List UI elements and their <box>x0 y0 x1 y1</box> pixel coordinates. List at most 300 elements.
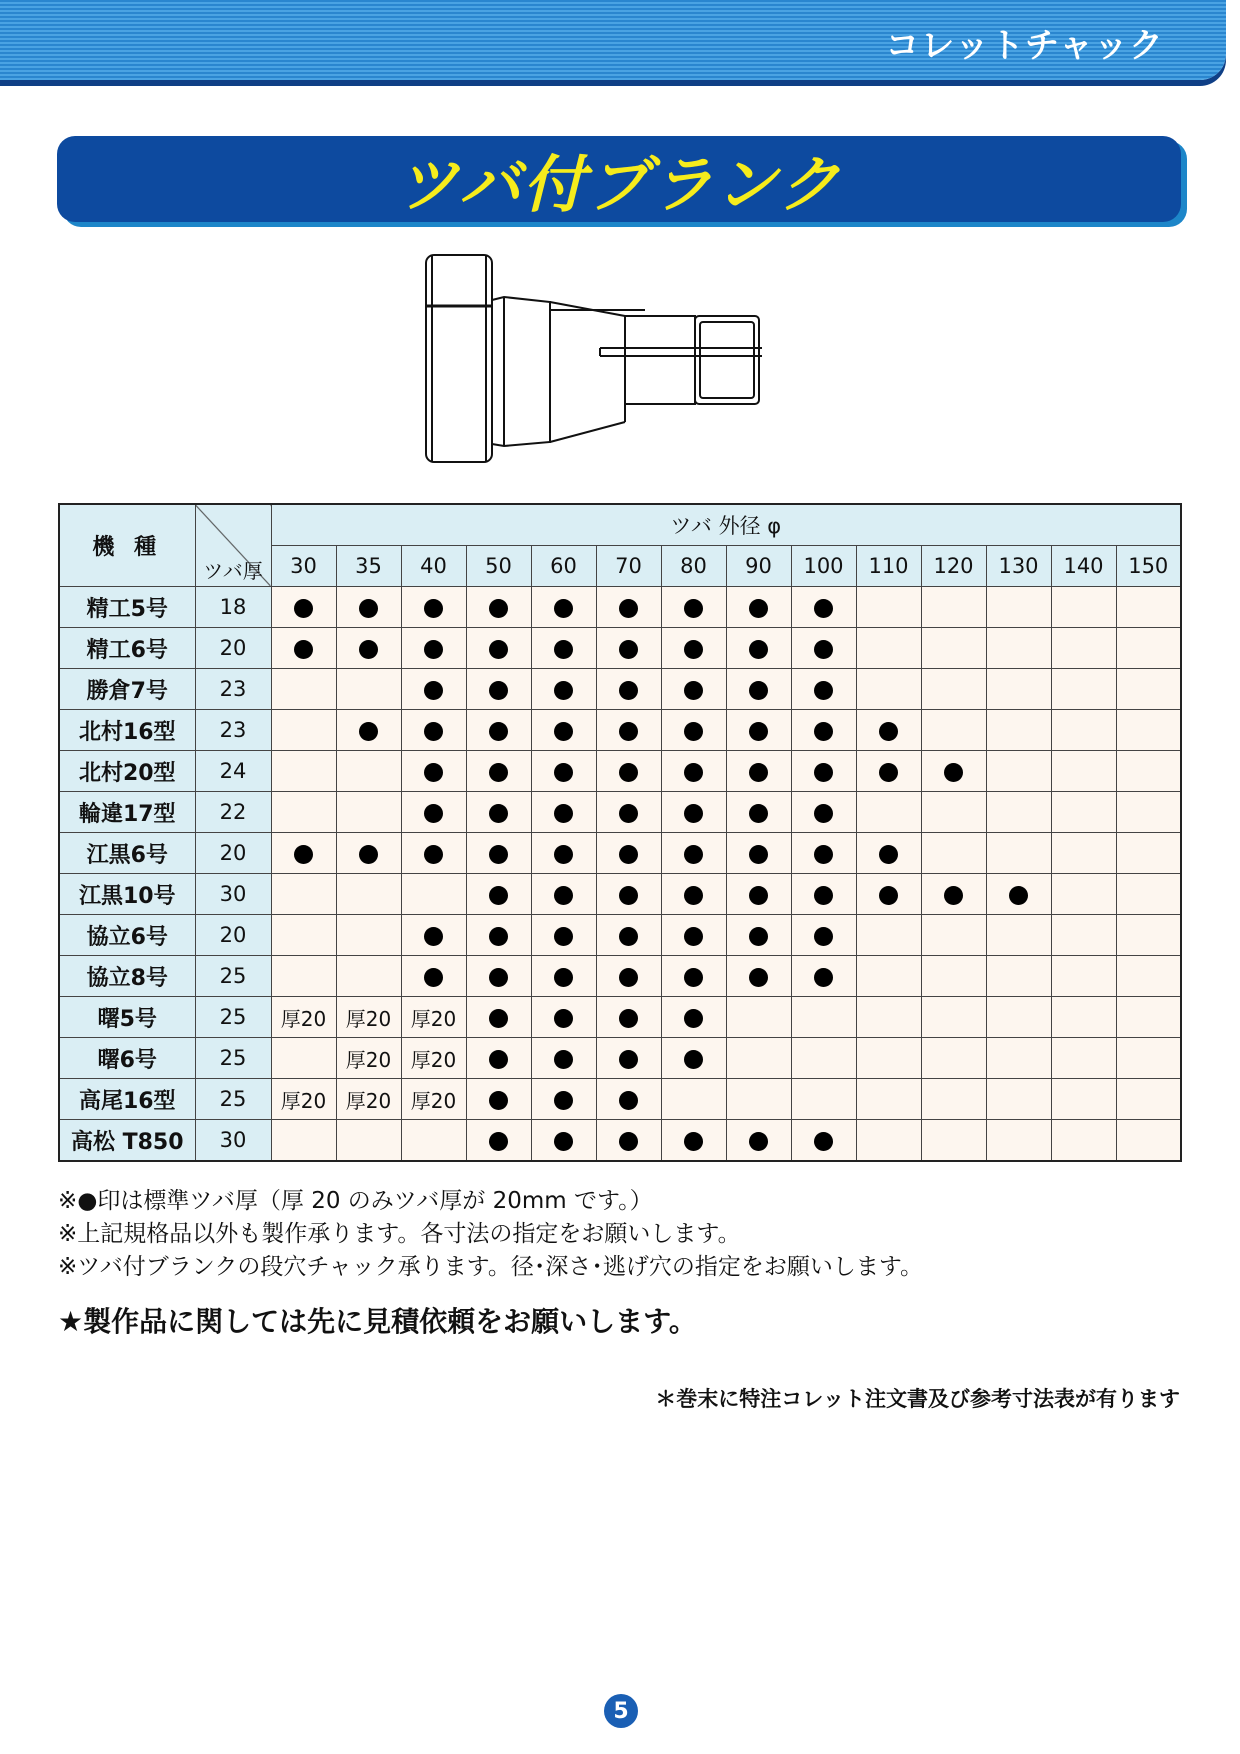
note-stepped-hole: ※ツバ付ブランクの段穴チャック承ります。径･深さ･逃げ穴の指定をお願いします。 <box>58 1254 923 1280</box>
available-dot-icon <box>554 599 573 618</box>
diameter-header: 50 <box>466 546 531 587</box>
table-row <box>59 874 1181 915</box>
page-number: 5 <box>604 1694 638 1728</box>
available-dot-icon <box>684 640 703 659</box>
empty-cell <box>1116 751 1181 792</box>
empty-cell <box>1051 628 1116 669</box>
available-dot-icon <box>424 763 443 782</box>
flange-thickness: 22 <box>195 792 271 833</box>
available-dot-icon <box>619 804 638 823</box>
available-dot-icon <box>359 640 378 659</box>
available-dot-icon <box>749 968 768 987</box>
empty-cell <box>271 915 336 956</box>
available-dot-icon <box>424 599 443 618</box>
empty-cell <box>856 956 921 997</box>
availability-cell <box>401 628 466 669</box>
available-dot-icon <box>814 763 833 782</box>
availability-cell <box>661 874 726 915</box>
availability-cell <box>271 587 336 628</box>
available-dot-icon <box>424 722 443 741</box>
empty-cell <box>986 751 1051 792</box>
empty-cell <box>1051 710 1116 751</box>
empty-cell <box>336 915 401 956</box>
availability-cell <box>856 833 921 874</box>
diameter-header: 30 <box>271 546 336 587</box>
empty-cell <box>856 1079 921 1120</box>
available-dot-icon <box>619 968 638 987</box>
available-dot-icon <box>619 1050 638 1069</box>
available-dot-icon <box>489 640 508 659</box>
table-row <box>59 587 1181 628</box>
availability-cell <box>661 1038 726 1079</box>
available-dot-icon <box>489 1050 508 1069</box>
page-title: ツバ付ブランク <box>396 147 842 221</box>
appendix-note: ＊巻末に特注コレット注文書及び参考寸法表が有ります <box>655 1387 1180 1411</box>
availability-cell <box>466 628 531 669</box>
empty-cell <box>986 1120 1051 1162</box>
available-dot-icon <box>944 886 963 905</box>
model-name: 精工5号 <box>59 587 195 628</box>
availability-cell <box>596 751 661 792</box>
available-dot-icon <box>359 845 378 864</box>
available-dot-icon <box>619 927 638 946</box>
empty-cell <box>661 1079 726 1120</box>
availability-cell <box>466 669 531 710</box>
flange-thickness: 25 <box>195 956 271 997</box>
empty-cell <box>856 915 921 956</box>
available-dot-icon <box>749 927 768 946</box>
diameter-header: 110 <box>856 546 921 587</box>
availability-cell <box>856 874 921 915</box>
empty-cell <box>401 1120 466 1162</box>
table-row <box>59 915 1181 956</box>
availability-cell <box>401 1038 466 1079</box>
empty-cell <box>921 915 986 956</box>
thickness-note: 厚20 <box>345 1006 392 1031</box>
availability-cell <box>661 792 726 833</box>
empty-cell <box>921 956 986 997</box>
note-custom-order: ※上記規格品以外も製作承ります。各寸法の指定をお願いします。 <box>58 1221 741 1247</box>
availability-cell <box>401 833 466 874</box>
available-dot-icon <box>489 681 508 700</box>
available-dot-icon <box>489 845 508 864</box>
availability-cell <box>596 956 661 997</box>
available-dot-icon <box>684 886 703 905</box>
availability-cell <box>531 1120 596 1162</box>
empty-cell <box>401 874 466 915</box>
empty-cell <box>986 997 1051 1038</box>
blank-collet-drawing <box>420 250 860 470</box>
available-dot-icon <box>814 886 833 905</box>
model-name: 曙6号 <box>59 1038 195 1079</box>
table-row <box>59 1120 1181 1162</box>
empty-cell <box>986 1079 1051 1120</box>
available-dot-icon <box>619 1009 638 1028</box>
availability-cell <box>336 833 401 874</box>
thickness-note: 厚20 <box>410 1088 457 1113</box>
availability-cell <box>531 669 596 710</box>
table-row <box>59 710 1181 751</box>
empty-cell <box>921 669 986 710</box>
empty-cell <box>1116 915 1181 956</box>
empty-cell <box>1116 587 1181 628</box>
thickness-header: ツバ厚 <box>203 559 263 583</box>
available-dot-icon <box>554 722 573 741</box>
available-dot-icon <box>554 927 573 946</box>
model-name: 精工6号 <box>59 628 195 669</box>
availability-cell <box>466 751 531 792</box>
availability-cell <box>921 874 986 915</box>
empty-cell <box>271 1038 336 1079</box>
thickness-note: 厚20 <box>345 1047 392 1072</box>
availability-cell <box>791 915 856 956</box>
available-dot-icon <box>879 763 898 782</box>
availability-cell <box>791 874 856 915</box>
available-dot-icon <box>814 681 833 700</box>
empty-cell <box>1051 587 1116 628</box>
availability-cell <box>271 833 336 874</box>
model-name: 江黒6号 <box>59 833 195 874</box>
availability-cell <box>336 628 401 669</box>
empty-cell <box>1116 997 1181 1038</box>
model-name: 北村20型 <box>59 751 195 792</box>
empty-cell <box>1116 956 1181 997</box>
availability-cell <box>531 710 596 751</box>
model-name: 高尾16型 <box>59 1079 195 1120</box>
note-standard-thickness: ※●印は標準ツバ厚（厚 20 のみツバ厚が 20mm です。） <box>58 1188 653 1214</box>
model-name: 協立8号 <box>59 956 195 997</box>
available-dot-icon <box>684 681 703 700</box>
availability-cell <box>726 833 791 874</box>
title-bar <box>57 136 1181 222</box>
empty-cell <box>1051 792 1116 833</box>
availability-cell <box>921 751 986 792</box>
available-dot-icon <box>749 763 768 782</box>
thickness-note: 厚20 <box>410 1006 457 1031</box>
availability-cell <box>531 792 596 833</box>
availability-cell <box>401 710 466 751</box>
availability-cell <box>466 587 531 628</box>
availability-cell <box>531 1079 596 1120</box>
empty-cell <box>856 628 921 669</box>
availability-cell <box>271 997 336 1038</box>
available-dot-icon <box>814 1132 833 1151</box>
available-dot-icon <box>879 845 898 864</box>
availability-cell <box>726 1120 791 1162</box>
empty-cell <box>921 833 986 874</box>
table-row <box>59 956 1181 997</box>
available-dot-icon <box>489 1091 508 1110</box>
availability-cell <box>596 710 661 751</box>
estimate-request-note: ★製作品に関しては先に見積依頼をお願いします。 <box>58 1305 697 1338</box>
available-dot-icon <box>684 722 703 741</box>
availability-cell <box>661 997 726 1038</box>
spec-table <box>58 503 1182 1162</box>
empty-cell <box>986 956 1051 997</box>
availability-cell <box>596 833 661 874</box>
empty-cell <box>921 1079 986 1120</box>
available-dot-icon <box>619 1132 638 1151</box>
availability-cell <box>401 669 466 710</box>
empty-cell <box>1116 1120 1181 1162</box>
available-dot-icon <box>424 804 443 823</box>
empty-cell <box>271 956 336 997</box>
available-dot-icon <box>684 845 703 864</box>
available-dot-icon <box>359 722 378 741</box>
availability-cell <box>531 833 596 874</box>
empty-cell <box>1051 751 1116 792</box>
availability-cell <box>726 956 791 997</box>
availability-cell <box>596 997 661 1038</box>
availability-cell <box>661 1120 726 1162</box>
flange-thickness: 25 <box>195 1038 271 1079</box>
available-dot-icon <box>619 681 638 700</box>
empty-cell <box>1116 792 1181 833</box>
availability-cell <box>401 915 466 956</box>
available-dot-icon <box>489 763 508 782</box>
available-dot-icon <box>554 804 573 823</box>
flange-thickness: 30 <box>195 1120 271 1162</box>
empty-cell <box>986 587 1051 628</box>
available-dot-icon <box>814 968 833 987</box>
availability-cell <box>531 915 596 956</box>
available-dot-icon <box>749 886 768 905</box>
empty-cell <box>1051 997 1116 1038</box>
empty-cell <box>986 1038 1051 1079</box>
table-row <box>59 1079 1181 1120</box>
empty-cell <box>271 710 336 751</box>
empty-cell <box>1051 956 1116 997</box>
empty-cell <box>336 1120 401 1162</box>
empty-cell <box>856 669 921 710</box>
empty-cell <box>1116 874 1181 915</box>
empty-cell <box>271 792 336 833</box>
available-dot-icon <box>619 886 638 905</box>
available-dot-icon <box>619 845 638 864</box>
available-dot-icon <box>294 599 313 618</box>
availability-cell <box>726 710 791 751</box>
availability-cell <box>791 956 856 997</box>
available-dot-icon <box>814 804 833 823</box>
empty-cell <box>336 956 401 997</box>
availability-cell <box>531 628 596 669</box>
empty-cell <box>1051 1038 1116 1079</box>
availability-cell <box>401 1079 466 1120</box>
available-dot-icon <box>684 927 703 946</box>
availability-cell <box>726 628 791 669</box>
availability-cell <box>336 587 401 628</box>
availability-cell <box>791 669 856 710</box>
available-dot-icon <box>489 886 508 905</box>
top-banner <box>0 0 1226 80</box>
availability-cell <box>661 751 726 792</box>
availability-cell <box>856 710 921 751</box>
available-dot-icon <box>619 1091 638 1110</box>
availability-cell <box>336 997 401 1038</box>
available-dot-icon <box>489 722 508 741</box>
model-name: 曙5号 <box>59 997 195 1038</box>
flange-thickness: 23 <box>195 669 271 710</box>
availability-cell <box>401 956 466 997</box>
available-dot-icon <box>814 722 833 741</box>
empty-cell <box>986 710 1051 751</box>
diameter-header: 70 <box>596 546 661 587</box>
availability-cell <box>596 669 661 710</box>
empty-cell <box>1051 1079 1116 1120</box>
available-dot-icon <box>294 640 313 659</box>
empty-cell <box>856 997 921 1038</box>
table-row <box>59 751 1181 792</box>
availability-cell <box>661 628 726 669</box>
empty-cell <box>986 628 1051 669</box>
available-dot-icon <box>814 845 833 864</box>
available-dot-icon <box>424 681 443 700</box>
empty-cell <box>791 1079 856 1120</box>
available-dot-icon <box>489 1009 508 1028</box>
empty-cell <box>791 1038 856 1079</box>
available-dot-icon <box>684 1009 703 1028</box>
diameter-header: 80 <box>661 546 726 587</box>
empty-cell <box>1116 710 1181 751</box>
empty-cell <box>1051 915 1116 956</box>
availability-cell <box>726 669 791 710</box>
availability-cell <box>271 628 336 669</box>
available-dot-icon <box>684 763 703 782</box>
available-dot-icon <box>684 1050 703 1069</box>
availability-cell <box>596 1038 661 1079</box>
table-row <box>59 833 1181 874</box>
diameter-header: 150 <box>1116 546 1181 587</box>
availability-cell <box>531 956 596 997</box>
empty-cell <box>986 915 1051 956</box>
availability-cell <box>531 587 596 628</box>
diameter-header: 90 <box>726 546 791 587</box>
availability-cell <box>726 751 791 792</box>
empty-cell <box>271 751 336 792</box>
availability-cell <box>336 710 401 751</box>
availability-cell <box>466 997 531 1038</box>
available-dot-icon <box>489 1132 508 1151</box>
empty-cell <box>856 1038 921 1079</box>
available-dot-icon <box>1009 886 1028 905</box>
availability-cell <box>466 956 531 997</box>
availability-cell <box>466 874 531 915</box>
available-dot-icon <box>554 886 573 905</box>
empty-cell <box>921 1038 986 1079</box>
diameter-header: 120 <box>921 546 986 587</box>
empty-cell <box>271 669 336 710</box>
thickness-note: 厚20 <box>280 1088 327 1113</box>
diameter-header: 140 <box>1051 546 1116 587</box>
availability-cell <box>726 792 791 833</box>
available-dot-icon <box>684 804 703 823</box>
empty-cell <box>986 669 1051 710</box>
empty-cell <box>921 587 986 628</box>
available-dot-icon <box>554 1050 573 1069</box>
availability-cell <box>401 997 466 1038</box>
section-title: コレットチャック <box>885 26 1164 66</box>
available-dot-icon <box>749 804 768 823</box>
available-dot-icon <box>554 1132 573 1151</box>
empty-cell <box>921 710 986 751</box>
available-dot-icon <box>619 640 638 659</box>
availability-cell <box>531 751 596 792</box>
available-dot-icon <box>684 599 703 618</box>
availability-cell <box>596 915 661 956</box>
available-dot-icon <box>489 599 508 618</box>
availability-cell <box>791 710 856 751</box>
empty-cell <box>1116 669 1181 710</box>
available-dot-icon <box>489 804 508 823</box>
model-name: 高松 T850 <box>59 1120 195 1162</box>
empty-cell <box>1116 833 1181 874</box>
empty-cell <box>921 1120 986 1162</box>
availability-cell <box>661 833 726 874</box>
available-dot-icon <box>554 640 573 659</box>
flange-thickness: 30 <box>195 874 271 915</box>
available-dot-icon <box>684 1132 703 1151</box>
availability-cell <box>661 669 726 710</box>
available-dot-icon <box>424 968 443 987</box>
availability-cell <box>791 792 856 833</box>
available-dot-icon <box>814 640 833 659</box>
availability-cell <box>466 915 531 956</box>
available-dot-icon <box>749 599 768 618</box>
available-dot-icon <box>424 845 443 864</box>
table-row <box>59 628 1181 669</box>
table-body <box>59 587 1181 1162</box>
availability-cell <box>856 751 921 792</box>
available-dot-icon <box>489 927 508 946</box>
availability-cell <box>661 956 726 997</box>
table-row <box>59 1038 1181 1079</box>
available-dot-icon <box>749 722 768 741</box>
empty-cell <box>1116 1079 1181 1120</box>
empty-cell <box>921 792 986 833</box>
availability-cell <box>726 915 791 956</box>
availability-cell <box>466 1079 531 1120</box>
availability-cell <box>401 751 466 792</box>
empty-cell <box>271 1120 336 1162</box>
availability-cell <box>986 874 1051 915</box>
model-name: 北村16型 <box>59 710 195 751</box>
flange-thickness: 20 <box>195 628 271 669</box>
thickness-note: 厚20 <box>345 1088 392 1113</box>
model-name: 勝倉7号 <box>59 669 195 710</box>
available-dot-icon <box>554 845 573 864</box>
model-header: 機 種 <box>59 504 195 587</box>
empty-cell <box>856 587 921 628</box>
available-dot-icon <box>554 681 573 700</box>
available-dot-icon <box>619 599 638 618</box>
availability-cell <box>401 587 466 628</box>
available-dot-icon <box>749 681 768 700</box>
availability-cell <box>596 874 661 915</box>
available-dot-icon <box>749 845 768 864</box>
available-dot-icon <box>359 599 378 618</box>
available-dot-icon <box>814 599 833 618</box>
flange-thickness: 24 <box>195 751 271 792</box>
thickness-header-cell <box>195 504 271 587</box>
empty-cell <box>336 669 401 710</box>
empty-cell <box>336 792 401 833</box>
empty-cell <box>726 1038 791 1079</box>
diameter-header: 100 <box>791 546 856 587</box>
available-dot-icon <box>944 763 963 782</box>
empty-cell <box>336 874 401 915</box>
availability-cell <box>466 1038 531 1079</box>
empty-cell <box>921 997 986 1038</box>
